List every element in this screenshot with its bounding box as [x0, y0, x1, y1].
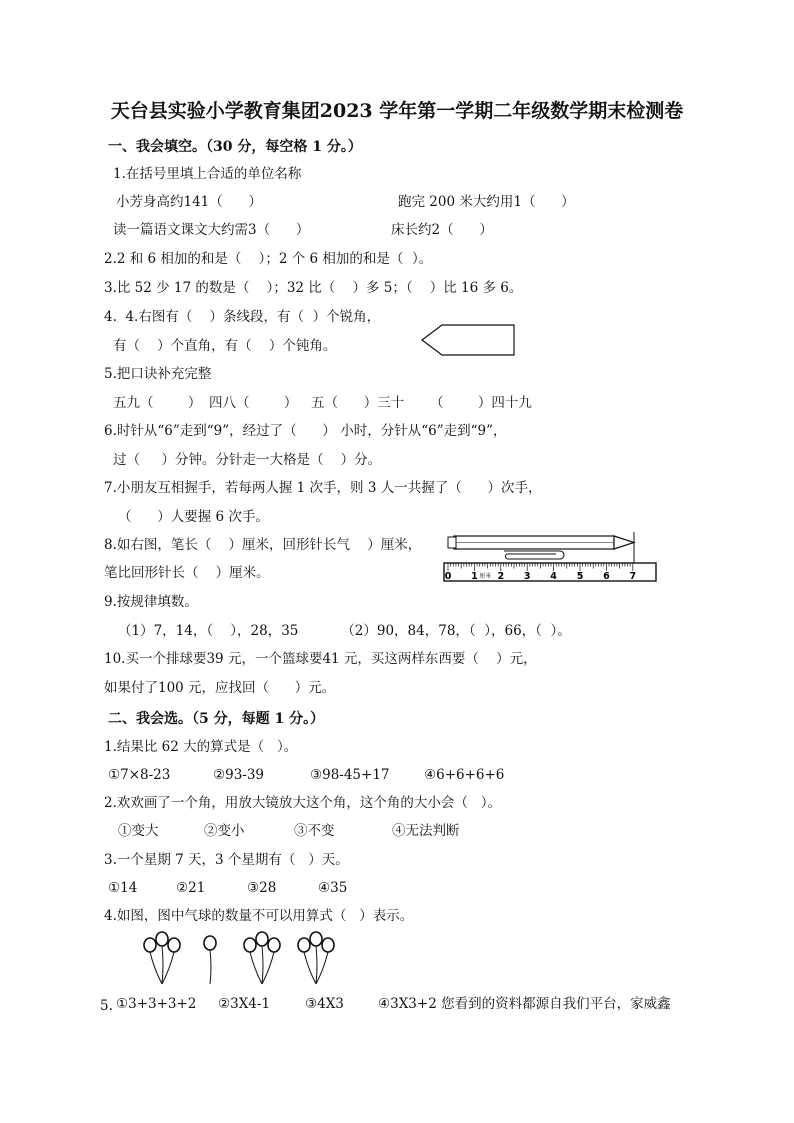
question-1-a: 小芳身高约141（ ）: [116, 194, 263, 210]
question-5-stem: 5.把口诀补充完整: [104, 366, 212, 382]
question-3: 3.比 52 少 17 的数是（ ）；32 比（ ）多 5；（ ）比 16 多 6。: [104, 280, 523, 296]
choice-4-stem: 4.如图，图中气球的数量不可以用算式（ ）表示。: [104, 908, 414, 924]
choice-5-option-4: ④3X3+2 您看到的资料都源自我们平台，家威鑫: [378, 996, 671, 1012]
balloon-icon: [310, 932, 322, 946]
choice-1-option-1: ①7×8-23: [108, 767, 171, 783]
choice-5-option-2: ②3X4-1: [218, 996, 271, 1012]
section-2-heading: 二、我会选。（5 分，每题 1 分。）: [108, 711, 325, 727]
section-1-heading: 一、我会填空。（30 分，每空格 1 分。）: [108, 139, 362, 155]
choice-1-option-4: ④6+6+6+6: [424, 767, 505, 783]
balloon-icon: [168, 938, 180, 952]
balloon-icon: [156, 932, 168, 946]
choice-3-option-4: ④35: [318, 880, 348, 896]
question-5-item-3: 五（ ）三十: [311, 395, 405, 411]
balloon-string: [262, 952, 274, 984]
ruler-tick-label: 2: [497, 571, 505, 582]
choice-2-stem: 2.欢欢画了一个角，用放大镜放大这个角，这个角的大小会（ ）。: [104, 795, 502, 811]
question-5-item-1: 五九（ ）: [113, 395, 202, 411]
paperclip-icon: [504, 551, 564, 559]
question-5-item-2: 四八（ ）: [209, 395, 298, 411]
balloon-bunch: [298, 932, 334, 984]
balloon-string: [316, 952, 328, 984]
question-1-stem: 1.在括号里填上合适的单位名称: [113, 166, 302, 182]
question-7-line-2: （ ）人要握 6 次手。: [118, 509, 269, 525]
balloon-bunch: [144, 932, 180, 984]
question-6-line-1: 6.时针从“6”走到“9”，经过了（ ） 小时，分针从“6”走到“9”，: [104, 423, 507, 439]
ruler-tick-label: 1: [471, 571, 478, 582]
choice-2-option-2: ②变小: [204, 823, 245, 839]
question-9-stem: 9.按规律填数。: [104, 594, 198, 610]
balloon-string: [316, 946, 317, 984]
pentagon-shape-figure: [420, 324, 516, 358]
pencil-icon: [448, 536, 634, 549]
balloons-figure: [140, 930, 340, 988]
page-title: 天台县实验小学教育集团2023 学年第一学期二年级数学期末检测卷: [110, 100, 684, 122]
pen-ruler-figure: [440, 530, 662, 586]
choice-3-option-2: ②21: [176, 880, 206, 896]
balloon-icon: [256, 932, 268, 946]
choice-2-option-1: ①变大: [118, 823, 159, 839]
ruler-tick-label: 5: [576, 571, 584, 582]
balloon-string: [162, 946, 163, 984]
balloon-string: [210, 950, 211, 984]
balloon-string: [262, 946, 263, 984]
balloon-icon: [204, 936, 216, 950]
question-2: 2.2 和 6 相加的和是（ ）；2 个 6 相加的和是（ ）。: [104, 251, 433, 267]
choice-5-option-3: ③4X3: [305, 996, 344, 1012]
question-8-line-2: 笔比回形针长（ ）厘米。: [104, 565, 270, 581]
balloon-string: [150, 952, 162, 984]
ruler-tick-label: 7: [629, 571, 637, 582]
ruler-tick-label: 3: [523, 571, 531, 582]
choice-1-option-3: ③98-45+17: [310, 767, 390, 783]
balloon-bunch: [204, 936, 216, 984]
choice-5-number: 5.: [100, 998, 113, 1014]
choice-3-option-3: ③28: [247, 880, 277, 896]
ruler-tick-label: 0: [444, 571, 452, 582]
question-1-d: 床长约2（ ）: [391, 222, 493, 238]
balloon-string: [250, 952, 262, 984]
question-10-line-1: 10.买一个排球要39 元，一个篮球要41 元，买这两样东西要（ ）元，: [104, 651, 537, 667]
ruler-tick-label: 4: [550, 571, 557, 582]
question-4-line-2: 有（ ）个直角，有（ ）个钝角。: [113, 338, 337, 354]
choice-3-option-1: ①14: [108, 880, 138, 896]
balloon-string: [304, 952, 316, 984]
question-10-line-2: 如果付了100 元，应找回（ ）元。: [104, 680, 336, 696]
question-7-line-1: 7.小朋友互相握手，若每两人握 1 次手，则 3 人一共握了（ ）次手，: [104, 480, 542, 496]
question-5-item-4: （ ）四十九: [430, 395, 532, 411]
balloon-icon: [144, 938, 156, 952]
question-1-c: 读一篇语文课文大约需3（ ）: [113, 222, 310, 238]
question-8-line-1: 8.如右图，笔长（ ）厘米，回形针长气 ）厘米，: [104, 537, 422, 553]
balloon-bunch: [244, 932, 280, 984]
choice-2-option-3: ③不变: [294, 823, 335, 839]
question-1-b: 跑完 200 米大约用1（ ）: [398, 194, 575, 210]
balloon-icon: [322, 938, 334, 952]
balloon-icon: [268, 938, 280, 952]
choice-1-option-2: ②93-39: [213, 767, 265, 783]
balloon-icon: [298, 938, 310, 952]
question-4-line-1: 4. 4.右图有（ ）条线段，有（ ）个锐角，: [104, 309, 381, 325]
choice-3-stem: 3.一个星期 7 天，3 个星期有（ ）天。: [104, 852, 349, 868]
balloon-string: [162, 952, 174, 984]
choice-5-option-1: ①3+3+3+2: [116, 996, 197, 1012]
ruler-tick-label: 6: [603, 571, 610, 582]
choice-1-stem: 1.结果比 62 大的算式是（ ）。: [104, 739, 298, 755]
ruler-unit-label: 厘米: [479, 573, 492, 580]
question-9-line: （1）7，14，（ ），28，35 （2）90，84，78，（ ），66，（ ）。: [118, 623, 571, 639]
question-6-line-2: 过（ ）分钟。分针走一大格是（ ）分。: [113, 452, 382, 468]
choice-2-option-4: ④无法判断: [392, 823, 460, 839]
balloon-icon: [244, 938, 256, 952]
